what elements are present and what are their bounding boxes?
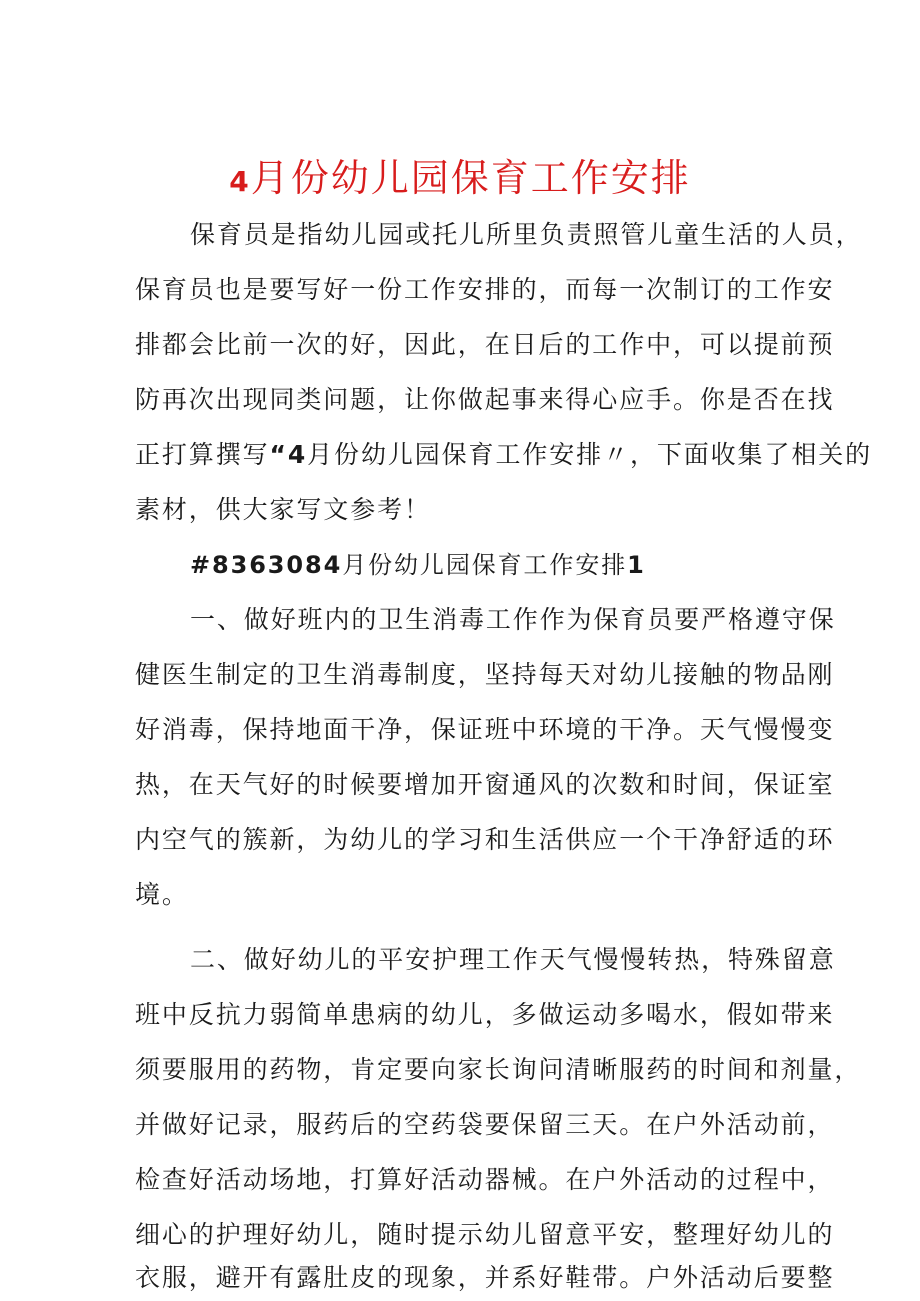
paragraph1-line: 一、做好班内的卫生消毒工作作为保育员要严格遵守保 xyxy=(190,605,836,634)
intro-line5-quote: “4 xyxy=(269,440,308,469)
section-heading xyxy=(190,545,646,585)
intro-line: 保育员是指幼儿园或托儿所里负责照管儿童生活的人员， xyxy=(190,220,863,249)
paragraph2-line: 衣服，避开有露肚皮的现象，并系好鞋带。户外活动后要整 xyxy=(135,1263,835,1292)
title-text: 月份幼儿园保育工作安排 xyxy=(250,156,691,200)
paragraph2-line: 二、做好幼儿的平安护理工作天气慢慢转热，特殊留意 xyxy=(190,945,836,974)
paragraph2-line: 并做好记录，服药后的空药袋要保留三天。在户外活动前， xyxy=(135,1110,835,1139)
paragraph2-line: 班中反抗力弱简单患病的幼儿，多做运动多喝水，假如带来 xyxy=(135,1000,835,1029)
intro-line5-suffix: 月份幼儿园保育工作安排〃，下面收集了相关的 xyxy=(307,440,873,469)
paragraph1-line: 好消毒，保持地面干净，保证班中环境的干净。天气慢慢变 xyxy=(135,715,835,744)
intro-line: 保育员也是要写好一份工作安排的，而每一次制订的工作安 xyxy=(135,275,835,304)
section-heading-text: 月份幼儿园保育工作安排 xyxy=(342,551,628,579)
title-number: 4 xyxy=(229,165,251,198)
document-title xyxy=(0,150,920,210)
intro-line: 素材，供大家写文参考！ xyxy=(135,495,431,524)
paragraph2-line: 须要服用的药物，肯定要向家长询问清晰服药的时间和剂量， xyxy=(135,1055,862,1084)
paragraph1-line: 热，在天气好的时候要增加开窗通风的次数和时间，保证室 xyxy=(135,770,835,799)
intro-line xyxy=(135,435,872,475)
intro-line5-prefix: 正打算撰写 xyxy=(135,440,270,469)
section-heading-suffix: 1 xyxy=(627,551,646,579)
intro-line: 排都会比前一次的好，因此，在日后的工作中，可以提前预 xyxy=(135,330,835,359)
section-heading-prefix: #836308 xyxy=(190,551,324,579)
paragraph1-line: 健医生制定的卫生消毒制度，坚持每天对幼儿接触的物品刚 xyxy=(135,660,835,689)
paragraph1-line: 内空气的簇新，为幼儿的学习和生活供应一个干净舒适的环 xyxy=(135,825,835,854)
paragraph2-line: 检查好活动场地，打算好活动器械。在户外活动的过程中， xyxy=(135,1165,835,1194)
paragraph1-line: 境。 xyxy=(135,880,189,909)
intro-line: 防再次出现同类问题，让你做起事来得心应手。你是否在找 xyxy=(135,385,835,414)
section-heading-number: 4 xyxy=(323,551,343,579)
paragraph2-line: 细心的护理好幼儿，随时提示幼儿留意平安，整理好幼儿的 xyxy=(135,1220,835,1249)
